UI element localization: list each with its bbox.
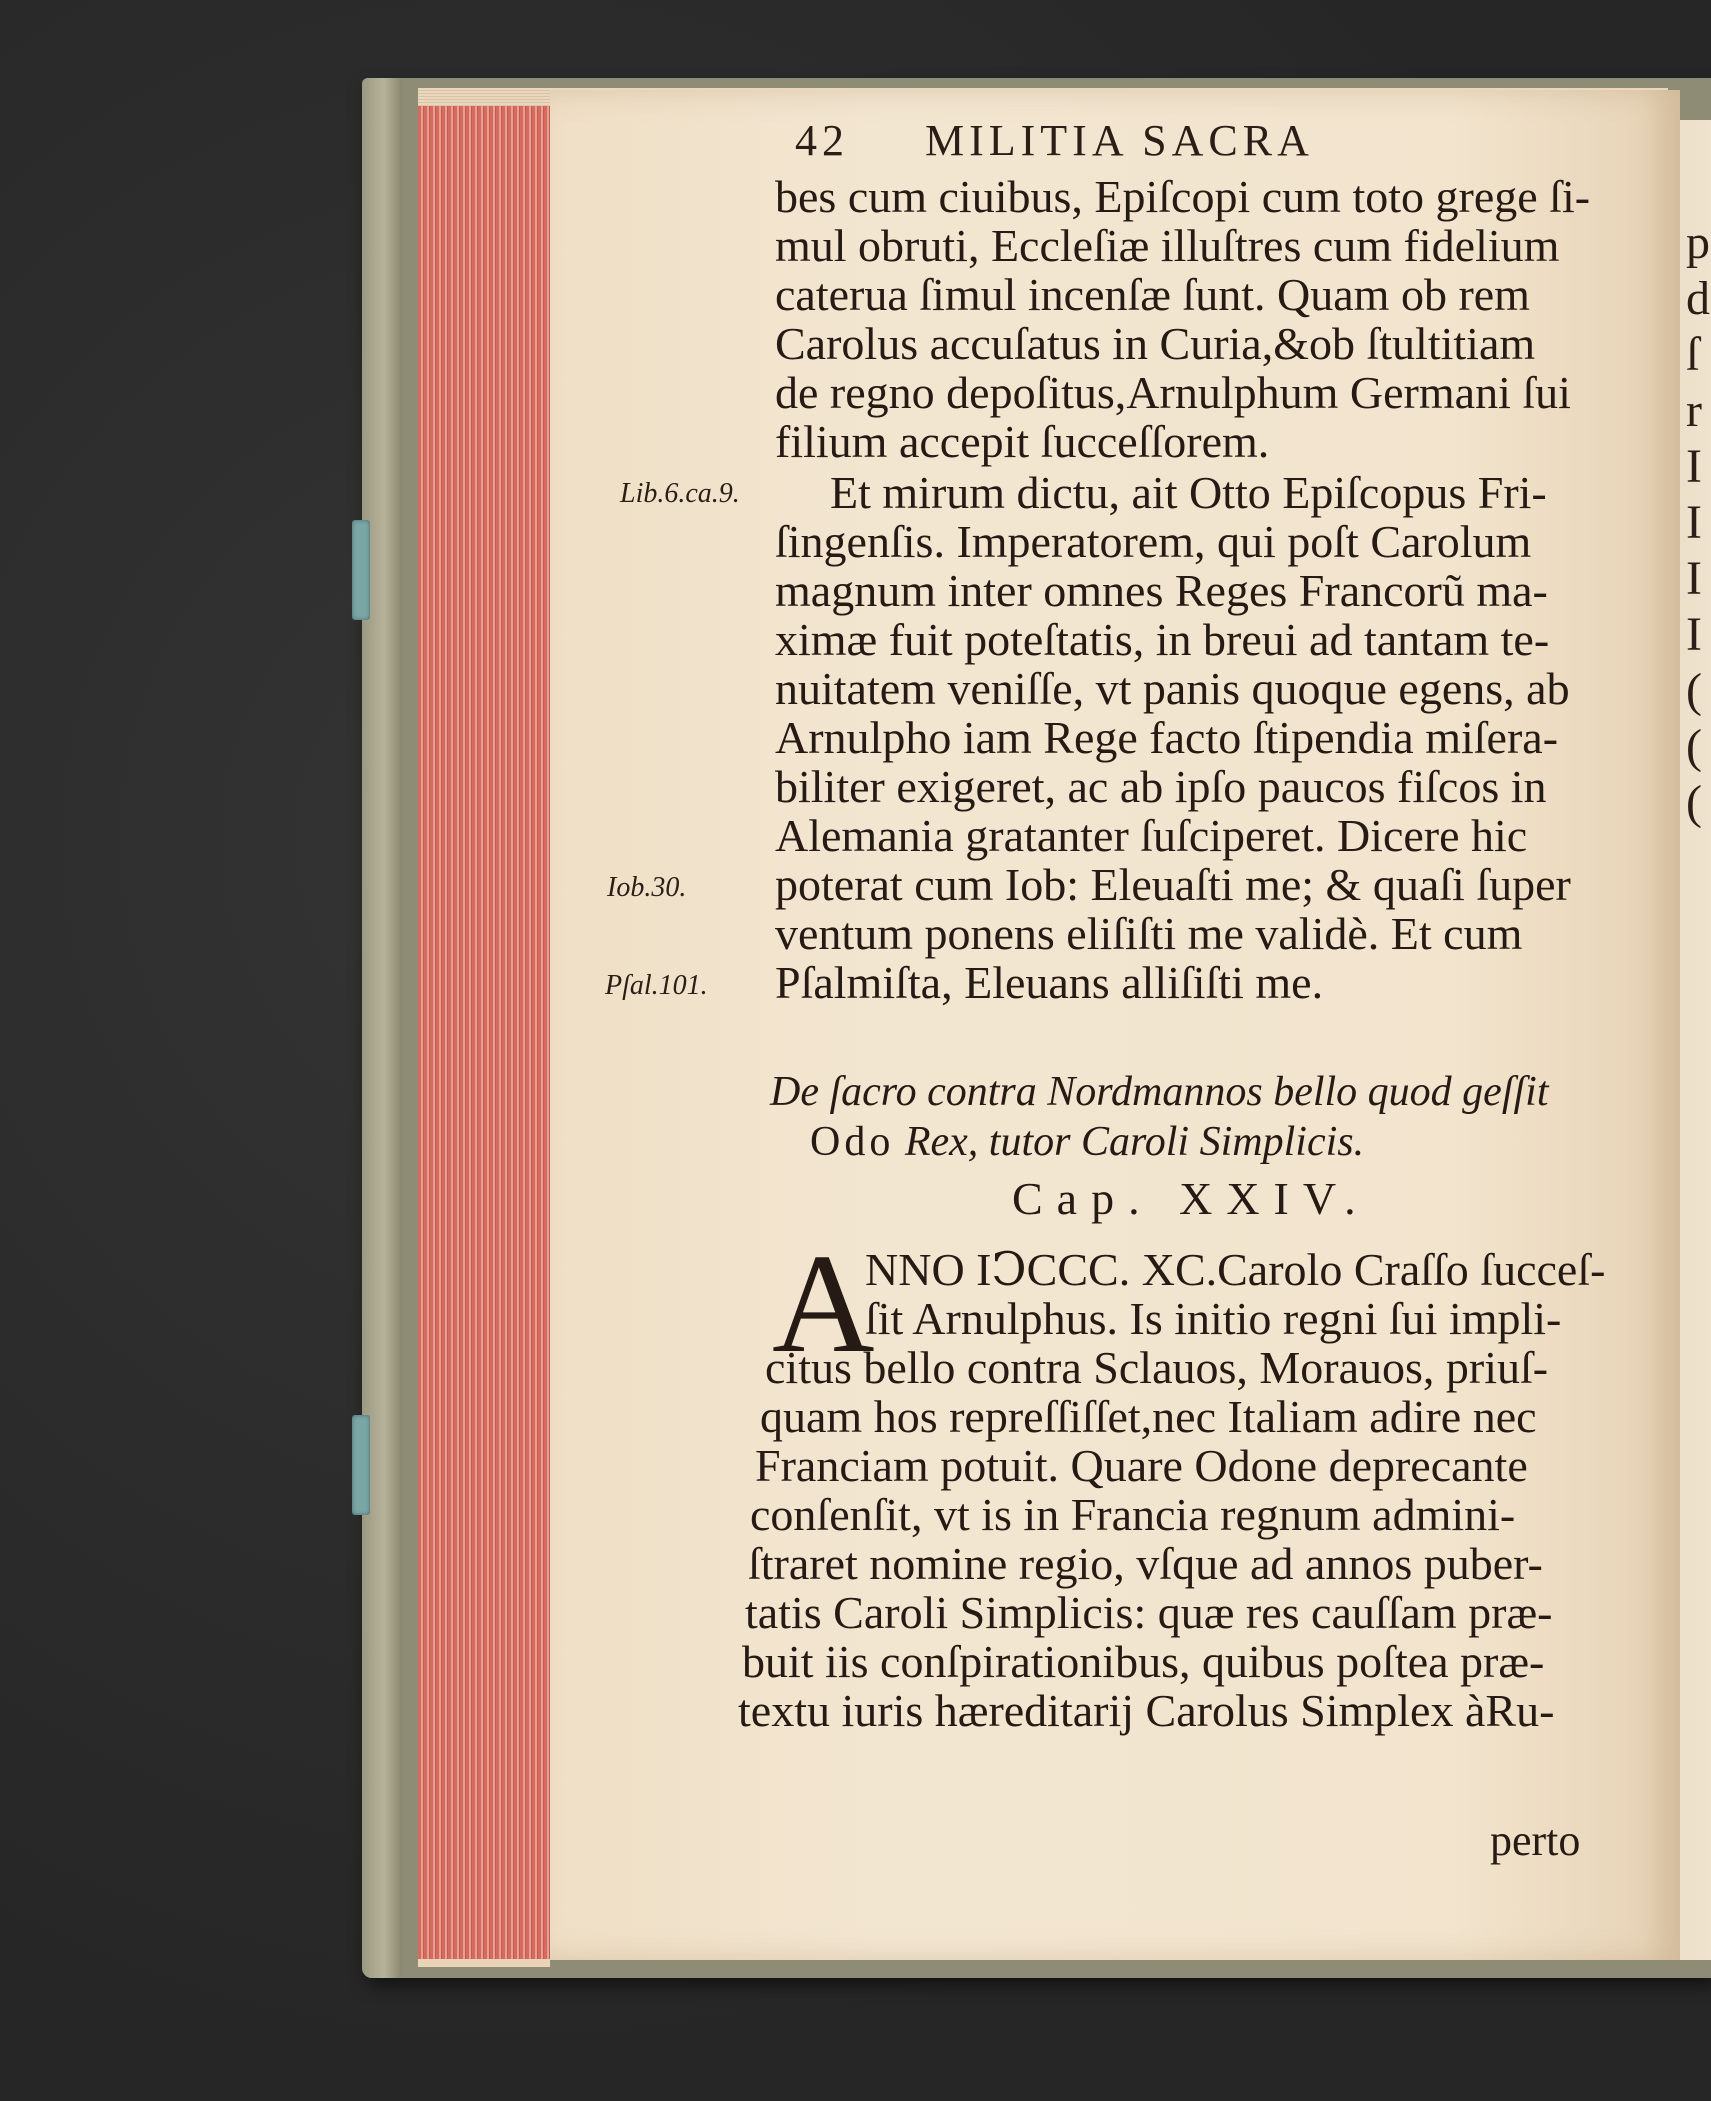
text-line: tatis Caroli Simplicis: quæ res cauſſam præ- (745, 1587, 1553, 1638)
text-line: magnum inter omnes Reges Francorũ ma- (775, 565, 1548, 616)
facing-letter: I (1686, 608, 1702, 661)
chapter-heading: Cap. XXIV. (1012, 1173, 1370, 1224)
text-line: ximæ fuit poteſtatis, in breui ad tantam te- (775, 614, 1550, 665)
text-line: textu iuris hæreditarij Carolus Simplex àRu- (738, 1685, 1555, 1736)
drop-cap: A (772, 1224, 875, 1382)
rubric-rest: Rex, tutor Caroli Simplicis. (904, 1119, 1365, 1165)
text-line: Alemania gratanter ſuſciperet. Dicere hic (775, 810, 1528, 861)
text-line: Carolus accuſatus in Curia,&ob ſtultitiam (775, 318, 1536, 369)
text-line: quam hos repreſſiſſet,nec Italiam adire nec (760, 1391, 1537, 1442)
clasp-upper (352, 520, 370, 620)
catchword: perto (1490, 1816, 1581, 1865)
facing-letter: r (1686, 384, 1702, 437)
facing-page-text (1686, 215, 1711, 831)
chapter-rubric: De ſacro contra Nordmannos bello quod geſſit (770, 1069, 1549, 1115)
text-line: de regno depoſitus,Arnulphum Germani ſui (775, 367, 1571, 418)
facing-letter: d (1686, 272, 1710, 325)
margin-note: Iob.30. (607, 872, 687, 903)
facing-letter: ( (1686, 776, 1702, 829)
text-line: ſtraret nomine regio, vſque ad annos puber- (748, 1538, 1543, 1589)
text-line: conſenſit, vt is in Francia regnum admini- (750, 1489, 1516, 1540)
facing-letter: I (1686, 440, 1702, 493)
text-line: ſit Arnulphus. Is initio regni ſui impli- (865, 1293, 1562, 1344)
text-line: bes cum ciuibus, Epiſcopi cum toto grege ſi- (775, 171, 1591, 222)
text-line: ſingenſis. Imperatorem, qui poſt Carolum (775, 516, 1532, 567)
text-line: biliter exigeret, ac ab ipſo paucos fiſcos in (775, 761, 1547, 812)
running-head (795, 115, 1314, 166)
text-line: poterat cum Iob: Eleuaſti me; & quaſi ſuper (775, 859, 1571, 910)
facing-letter: ( (1686, 720, 1702, 773)
text-line: mul obruti, Eccleſiæ illuſtres cum fidelium (775, 220, 1560, 271)
red-page-edges (418, 100, 550, 1967)
text-line: nuitatem veniſſe, vt panis quoque egens, ab (775, 663, 1570, 714)
text-line: Franciam potuit. Quare Odone deprecante (755, 1440, 1528, 1491)
margin-note: Lib.6.ca.9. (620, 478, 740, 509)
text-line: ventum ponens eliſiſti me validè. Et cum (775, 908, 1523, 959)
facing-letter: p (1686, 216, 1710, 269)
facing-letter: ſ (1686, 328, 1700, 381)
text-line: buit iis conſpirationibus, quibus poſtea præ- (742, 1636, 1545, 1687)
facing-letter: I (1686, 552, 1702, 605)
facing-letter: I (1686, 496, 1702, 549)
text-line: filium accepit ſucceſſorem. (775, 416, 1270, 467)
rubric-name: Odo (810, 1119, 895, 1165)
text-line: citus bello contra Sclauos, Morauos, priuſ- (765, 1342, 1549, 1393)
text-line: Et mirum dictu, ait Otto Epiſcopus Fri- (830, 467, 1547, 518)
text-line: Pſalmiſta, Eleuans alliſiſti me. (775, 957, 1324, 1008)
clasp-lower (352, 1415, 370, 1515)
text-line: caterua ſimul incenſæ ſunt. Quam ob rem (775, 269, 1530, 320)
facing-letter: ( (1686, 664, 1702, 717)
page-number: 42 (795, 116, 849, 165)
margin-note: Pſal.101. (605, 970, 708, 1001)
text-line: NNO IↃCCC. XC.Carolo Craſſo ſucceſ- (865, 1244, 1606, 1295)
text-line: Arnulpho iam Rege facto ſtipendia miſera- (775, 712, 1559, 763)
book-spine-edge (362, 78, 402, 1978)
running-title: MILITIA SACRA (925, 116, 1314, 165)
chapter-rubric-line2 (810, 1118, 1364, 1166)
